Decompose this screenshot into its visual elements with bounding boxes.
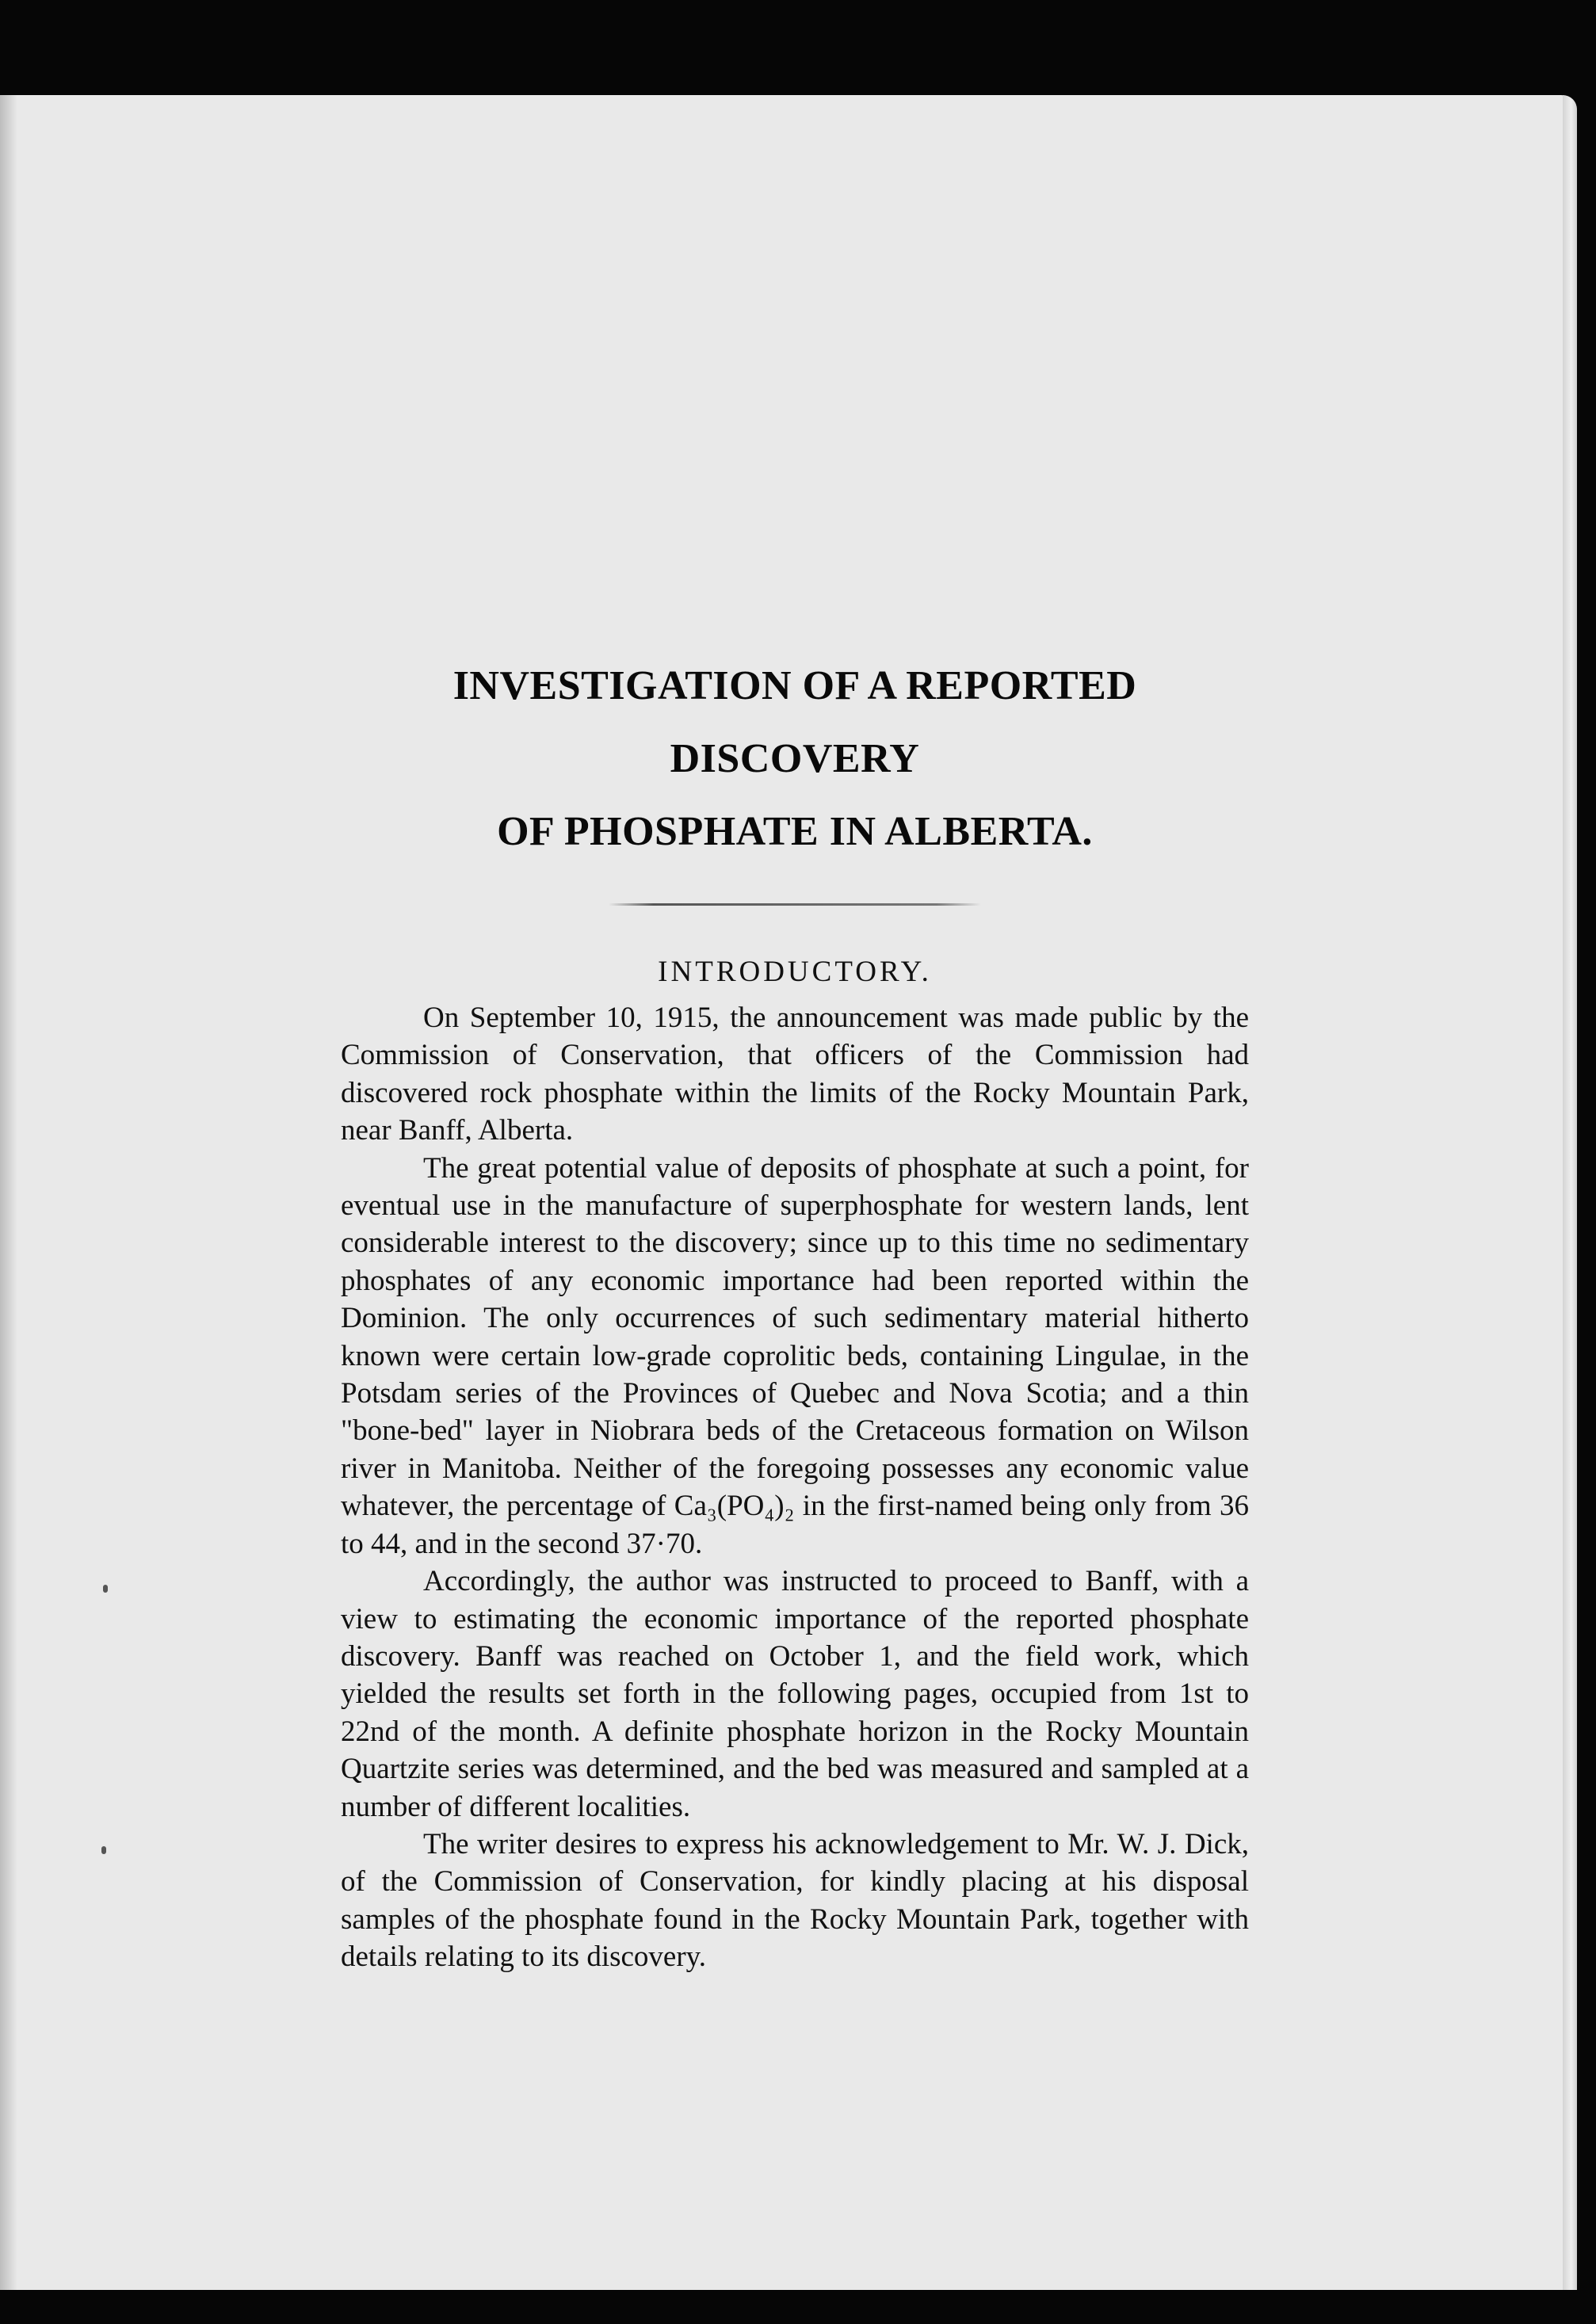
binding-shadow [0, 95, 17, 2290]
scan-speck [103, 1585, 108, 1593]
paragraph-1: On September 10, 1915, the announcement was made public by the Commission of Conservation, that officers of the Commission had discovered rock phosphate within the limits of the Rocky Mountain Park, near Banff, Alberta. [341, 1002, 1249, 1147]
document-body [341, 650, 1249, 1976]
paragraph-2: The great potential value of deposits of phosphate at such a point, for eventual use in the manufacture of superphosphate for western lands, lent considerable interest to the discovery; since up to this time no sedimentary phosphates of any economic importance had been reported within the Dominion. The only occurrences of such sedimentary material hitherto known were certain low-grade coprolitic beds, containing Lingulae, in the Potsdam series of the Provinces of Quebec and Nova Scotia; and a thin "bone-bed" layer in Niobrara beds of the Cretaceous formation on Wilson river in Manitoba. Neither of the foregoing possesses any economic value whatever, the percentage of Ca₃(PO₄)₂ in the first-named being only from 36 to 44, and in the second 37·70. [341, 1151, 1249, 1560]
paragraph-4: The writer desires to express his acknowledgement to Mr. W. J. Dick, of the Commission of Conservation, for kindly placing at his disposal samples of the phosphate found in the Rocky Mountain Park, together with details relating to its discovery. [341, 1827, 1249, 1974]
page-edge [1563, 95, 1577, 2290]
title-line-1: INVESTIGATION OF A REPORTED DISCOVERY [452, 663, 1137, 781]
document-page [0, 95, 1577, 2290]
title-line-2: OF PHOSPHATE IN ALBERTA. [497, 809, 1093, 854]
section-heading: INTRODUCTORY. [658, 956, 932, 988]
title-divider [609, 903, 981, 906]
document-title [341, 650, 1249, 868]
scan-speck [101, 1846, 106, 1854]
paragraph-3: Accordingly, the author was instructed to proceed to Banff, with a view to estimating the economic importance of the reported phosphate discovery. Banff was reached on October 1, and the field work, which yielded the results set forth in the following pages, occupied from 1st to 22nd of the month. A definite phosphate horizon in the Rocky Mountain Quartzite series was determined, and the bed was measured and sampled at a number of different localities. [341, 1565, 1249, 1823]
